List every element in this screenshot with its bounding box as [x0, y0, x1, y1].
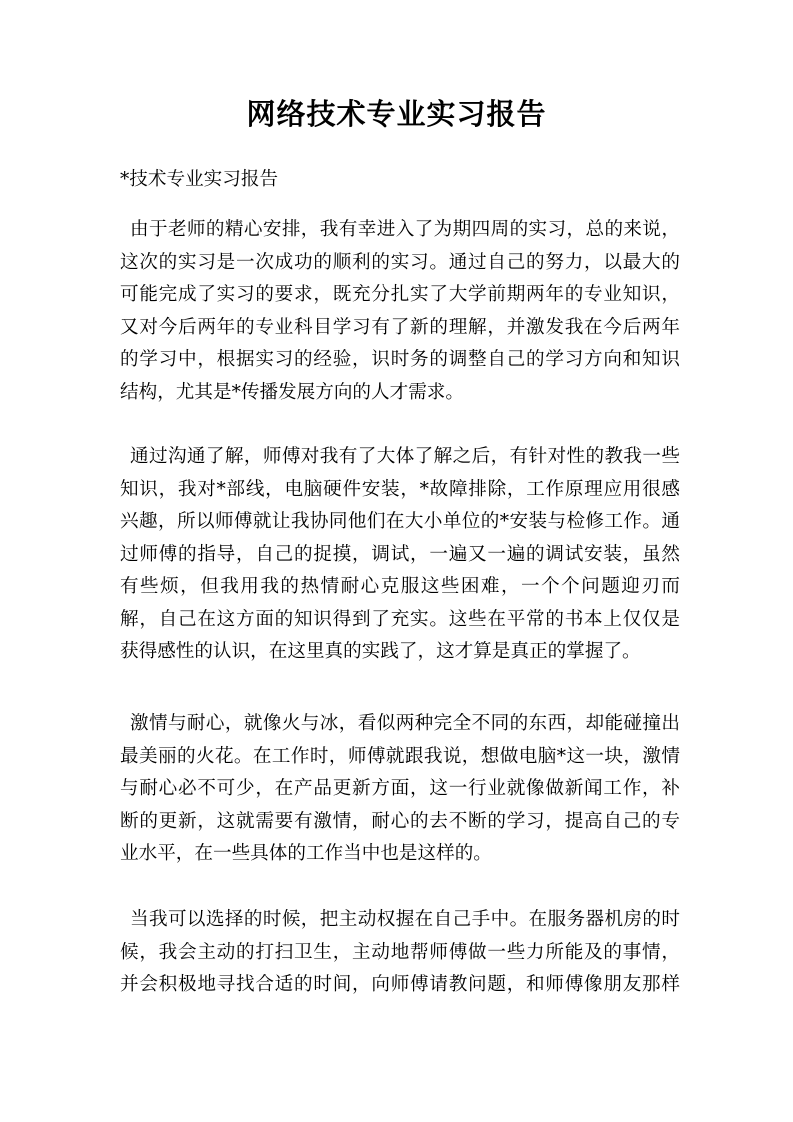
paragraph-line: 通过沟通了解，师傅对我有了大体了解之后，有针对性的教我一些: [130, 446, 680, 467]
paragraph-line: 知识，我对*部线，电脑硬件安装，*故障排除，工作原理应用很感: [120, 478, 680, 500]
paragraph-line: 有些烦，但我用我的热情耐心克服这些困难，一个个问题迎刃而: [120, 576, 680, 597]
paragraph-1: [120, 214, 680, 409]
paragraph-3: [120, 708, 680, 871]
paragraph-line: 的学习中，根据实习的经验，识时务的调整自己的学习方向和知识: [120, 349, 680, 370]
paragraph-line: 这次的实习是一次成功的顺利的实习。通过自己的努力，以最大的: [120, 251, 680, 273]
paragraph-line: 兴趣，所以师傅就让我协同他们在大小单位的*安装与检修工作。通: [120, 511, 680, 532]
paragraph-line: 当我可以选择的时候，把主动权握在自己手中。在服务器机房的时: [130, 909, 680, 930]
paragraph-line: 最美丽的火花。在工作时，师傅就跟我说，想做电脑*这一块，激情: [120, 745, 680, 767]
paragraph-line: 可能完成了实习的要求，既充分扎实了大学前期两年的专业知识，: [120, 284, 680, 305]
paragraph-line: 获得感性的认识，在这里真的实践了，这才算是真正的掌握了。: [120, 641, 641, 662]
paragraph-line: 解，自己在这方面的知识得到了充实。这些在平常的书本上仅仅是: [120, 608, 680, 630]
paragraph-line: 又对今后两年的专业科目学习有了新的理解，并激发我在今后两年: [120, 316, 680, 338]
paragraph-line: 由于老师的精心安排，我有幸进入了为期四周的实习，总的来说，: [130, 219, 680, 240]
paragraph-4: [120, 904, 680, 1002]
paragraph-line: 结构，尤其是*传播发展方向的人才需求。: [120, 381, 464, 403]
document-subtitle: *技术专业实习报告: [120, 169, 279, 190]
paragraph-line: 并会积极地寻找合适的时间，向师傅请教问题，和师傅像朋友那样: [120, 974, 680, 995]
paragraph-line: 候，我会主动的打扫卫生，主动地帮师傅做一些力所能及的事情，: [120, 941, 680, 963]
paragraph-line: 与耐心必不可少，在产品更新方面，这一行业就像做新闻工作，补: [120, 778, 680, 799]
paragraph-2: [120, 441, 680, 669]
paragraph-line: 断的更新，这就需要有激情，耐心的去不断的学习，提高自己的专: [120, 810, 680, 832]
document-title: 网络技术专业实习报告: [246, 97, 547, 131]
paragraph-line: 过师傅的指导，自己的捉摸，调试，一遍又一遍的调试安装，虽然: [120, 543, 680, 565]
paragraph-line: 业水平，在一些具体的工作当中也是这样的。: [120, 843, 492, 864]
paragraph-line: 激情与耐心，就像火与冰，看似两种完全不同的东西，却能碰撞出: [130, 713, 680, 734]
